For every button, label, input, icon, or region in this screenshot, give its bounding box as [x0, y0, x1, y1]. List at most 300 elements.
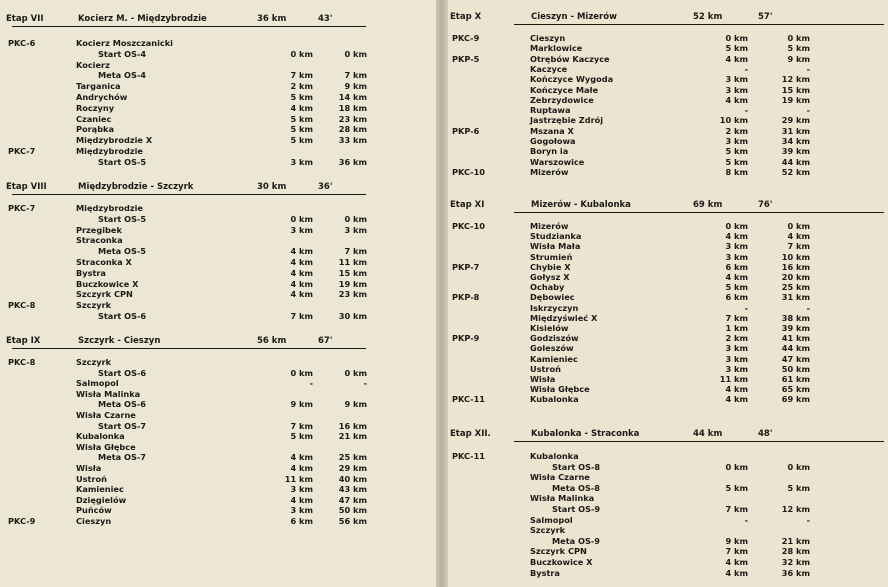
route-row — [0, 246, 436, 257]
stage-distance: 30 km — [257, 182, 287, 192]
place-name: Strumień — [530, 251, 573, 262]
segment-distance: 5 km — [290, 431, 313, 442]
special-stage-note: Start OS-5 — [98, 213, 147, 224]
stage-header — [6, 334, 366, 348]
segment-distance: 5 km — [290, 92, 313, 102]
cumulative-distance: - — [806, 105, 810, 116]
route-row — [0, 157, 436, 168]
cumulative-distance: 16 km — [781, 261, 810, 272]
place-name: Kamieniec — [530, 353, 578, 364]
route-row — [0, 300, 436, 311]
place-name: Kaczyce — [530, 63, 568, 74]
route-row — [0, 289, 436, 300]
route-row — [448, 167, 888, 178]
right-page — [448, 0, 888, 587]
stage-time: 36' — [318, 182, 333, 192]
segment-distance: 3 km — [290, 505, 313, 516]
route-row — [448, 568, 888, 579]
cumulative-distance: 38 km — [781, 312, 810, 323]
segment-distance: 3 km — [725, 241, 748, 252]
stage-route: Cieszyn - Mizerów — [531, 12, 617, 22]
checkpoint-code: PKP-9 — [452, 333, 480, 344]
stage-header-rule — [514, 24, 884, 25]
place-name: Chybie X — [530, 261, 571, 272]
route-row — [0, 49, 436, 60]
route-row — [448, 483, 888, 494]
place-name: Kisielów — [530, 323, 569, 333]
place-name: Mizerów — [530, 166, 569, 177]
stage-header — [450, 427, 884, 441]
place-name: Buczkowice X — [76, 278, 139, 289]
cumulative-distance: 0 km — [344, 367, 367, 378]
cumulative-distance: 19 km — [338, 278, 367, 289]
place-name: Wisła Malinka — [76, 388, 141, 399]
cumulative-distance: 69 km — [781, 394, 810, 405]
cumulative-distance: 33 km — [338, 135, 367, 146]
stage-header-rule — [12, 348, 366, 349]
segment-distance: 5 km — [290, 113, 313, 124]
segment-distance: 3 km — [725, 363, 748, 374]
route-row — [0, 452, 436, 463]
route-row — [0, 203, 436, 214]
segment-distance: 4 km — [725, 394, 748, 405]
cumulative-distance: 39 km — [781, 323, 810, 333]
segment-distance: 4 km — [725, 94, 748, 105]
stage-header — [450, 198, 884, 212]
segment-distance: 3 km — [725, 353, 748, 364]
route-row — [0, 474, 436, 485]
segment-distance: 5 km — [725, 156, 748, 167]
segment-distance: 0 km — [290, 367, 313, 378]
segment-distance: - — [309, 378, 313, 389]
segment-distance: 6 km — [725, 261, 748, 272]
segment-distance: 7 km — [725, 546, 748, 557]
left-page — [0, 0, 436, 587]
place-name: Kończyce Wygoda — [530, 74, 614, 85]
cumulative-distance: 28 km — [338, 124, 367, 135]
cumulative-distance: 21 km — [781, 535, 810, 546]
cumulative-distance: 29 km — [781, 115, 810, 126]
segment-distance: 7 km — [290, 311, 313, 321]
checkpoint-code: PKP-8 — [452, 292, 480, 303]
place-name: Szczyrk — [76, 357, 112, 367]
cumulative-distance: 50 km — [781, 363, 810, 374]
cumulative-distance: 15 km — [781, 84, 810, 95]
route-row — [0, 92, 436, 103]
checkpoint-code: PKC-7 — [8, 203, 36, 213]
segment-distance: 3 km — [290, 224, 313, 235]
checkpoint-code: PKP-5 — [452, 53, 480, 64]
segment-distance: 3 km — [725, 343, 748, 354]
segment-distance: 4 km — [290, 289, 313, 300]
cumulative-distance: 34 km — [781, 136, 810, 146]
place-name: Wisła Malinka — [530, 493, 595, 504]
cumulative-distance: 47 km — [338, 494, 367, 505]
stage-distance: 56 km — [257, 336, 287, 346]
place-name: Wisła Czarne — [530, 472, 590, 483]
cumulative-distance: 14 km — [338, 92, 367, 102]
cumulative-distance: 9 km — [344, 81, 367, 92]
cumulative-distance: 9 km — [344, 399, 367, 410]
cumulative-distance: - — [806, 63, 810, 74]
route-row — [0, 463, 436, 474]
place-name: Kocierz Moszczanicki — [76, 38, 173, 48]
segment-distance: 0 km — [725, 461, 748, 472]
segment-distance: 3 km — [725, 84, 748, 95]
place-name: Kubalonka — [530, 451, 579, 461]
route-row — [448, 451, 888, 462]
stage-header — [6, 12, 366, 26]
cumulative-distance: 21 km — [338, 431, 367, 442]
cumulative-distance: 11 km — [338, 257, 367, 267]
place-name: Cieszyn — [76, 516, 112, 526]
cumulative-distance: 41 km — [781, 333, 810, 344]
place-name: Ustroń — [530, 363, 561, 374]
route-row — [448, 462, 888, 473]
stage-title: Etap XI — [450, 200, 485, 210]
place-name: Boryn ia — [530, 146, 569, 157]
checkpoint-code: PKC-8 — [8, 357, 36, 367]
checkpoint-code: PKC-11 — [452, 394, 485, 405]
segment-distance: 4 km — [725, 557, 748, 567]
cumulative-distance: 7 km — [344, 70, 367, 81]
route-row — [0, 257, 436, 268]
place-name: Godziszów — [530, 333, 579, 344]
route-row — [448, 394, 888, 405]
segment-distance: 7 km — [290, 420, 313, 431]
segment-distance: 3 km — [725, 251, 748, 262]
cumulative-distance: 25 km — [781, 282, 810, 293]
segment-distance: 6 km — [290, 516, 313, 526]
route-row — [0, 114, 436, 125]
place-name: Wisła Czarne — [76, 410, 136, 420]
cumulative-distance: 4 km — [787, 231, 810, 242]
place-name: Wisła — [530, 374, 556, 384]
place-name: Gogołowa — [530, 136, 576, 146]
route-row — [0, 516, 436, 527]
cumulative-distance: 44 km — [781, 343, 810, 354]
place-name: Mizerów — [530, 221, 569, 231]
segment-distance: - — [744, 63, 748, 74]
place-name: Dębowiec — [530, 292, 575, 303]
place-name: Buczkowice X — [530, 557, 593, 567]
checkpoint-code: PKC-6 — [8, 38, 36, 48]
segment-distance: 0 km — [725, 221, 748, 231]
place-name: Marklowice — [530, 43, 583, 54]
segment-distance: 8 km — [725, 166, 748, 177]
place-name: Kocierz — [76, 59, 110, 70]
stage-distance: 52 km — [693, 12, 723, 22]
place-name: Dzięgielów — [76, 494, 127, 505]
segment-distance: 2 km — [725, 333, 748, 344]
segment-distance: 5 km — [725, 146, 748, 157]
segment-distance: 4 km — [290, 278, 313, 289]
stage-header — [6, 180, 366, 194]
segment-distance: 3 km — [725, 74, 748, 85]
cumulative-distance: 0 km — [787, 461, 810, 472]
cumulative-distance: - — [806, 514, 810, 525]
segment-distance: 5 km — [290, 135, 313, 146]
special-stage-note: Meta OS-9 — [552, 535, 600, 546]
cumulative-distance: 15 km — [338, 267, 367, 278]
cumulative-distance: 31 km — [781, 292, 810, 303]
segment-distance: 7 km — [290, 70, 313, 81]
place-name: Szczyrk CPN — [530, 546, 587, 557]
segment-distance: 6 km — [725, 292, 748, 303]
route-row — [0, 214, 436, 225]
segment-distance: 4 km — [290, 257, 313, 267]
segment-distance: 7 km — [725, 312, 748, 323]
stage-header-rule — [514, 441, 884, 442]
segment-distance: 4 km — [290, 452, 313, 463]
place-name: Goleszów — [530, 343, 574, 354]
cumulative-distance: 3 km — [344, 224, 367, 235]
place-name: Warszowice — [530, 156, 585, 167]
cumulative-distance: 44 km — [781, 156, 810, 167]
cumulative-distance: 23 km — [338, 289, 367, 300]
route-row — [448, 557, 888, 568]
cumulative-distance: 36 km — [781, 567, 810, 578]
stage-time: 76' — [758, 200, 773, 210]
cumulative-distance: 47 km — [781, 353, 810, 364]
checkpoint-code: PKC-9 — [8, 516, 36, 526]
route-row — [448, 515, 888, 526]
segment-distance: - — [744, 514, 748, 525]
route-row — [448, 472, 888, 483]
cumulative-distance: 61 km — [781, 374, 810, 384]
place-name: Szczyrk — [530, 525, 566, 536]
segment-distance: 3 km — [290, 484, 313, 495]
place-name: Szczyrk CPN — [76, 289, 133, 300]
place-name: Straconka — [76, 235, 123, 246]
place-name: Mszana X — [530, 125, 574, 136]
route-row — [0, 505, 436, 516]
cumulative-distance: 10 km — [781, 251, 810, 262]
place-name: Bystra — [76, 267, 106, 278]
special-stage-note: Meta OS-7 — [98, 452, 146, 463]
checkpoint-code: PKC-10 — [452, 166, 485, 177]
place-name: Salmopol — [530, 514, 573, 525]
place-name: Gołysz X — [530, 272, 570, 282]
page-gutter — [436, 0, 448, 587]
cumulative-distance: 31 km — [781, 125, 810, 136]
cumulative-distance: 16 km — [338, 420, 367, 431]
checkpoint-code: PKP-6 — [452, 125, 480, 136]
place-name: Targanica — [76, 81, 121, 92]
route-row — [0, 81, 436, 92]
cumulative-distance: 0 km — [787, 33, 810, 43]
stage-title: Etap VII — [6, 14, 44, 24]
segment-distance: 4 km — [290, 267, 313, 278]
checkpoint-code: PKC-11 — [452, 451, 485, 461]
segment-distance: 5 km — [725, 43, 748, 54]
stage-title: Etap VIII — [6, 182, 47, 192]
special-stage-note: Start OS-8 — [552, 461, 601, 472]
segment-distance: 0 km — [725, 33, 748, 43]
place-name: Międzybrodzie — [76, 146, 143, 156]
route-row — [0, 495, 436, 506]
checkpoint-code: PKC-7 — [8, 146, 36, 156]
stage-route: Szczyrk - Cieszyn — [78, 336, 161, 346]
stage-route: Kubalonka - Straconka — [531, 429, 640, 439]
segment-distance: 4 km — [725, 384, 748, 395]
segment-distance: 0 km — [290, 48, 313, 59]
stage-time: 43' — [318, 14, 333, 24]
segment-distance: 0 km — [290, 213, 313, 224]
route-row — [448, 493, 888, 504]
route-row — [0, 135, 436, 146]
stage-distance: 69 km — [693, 200, 723, 210]
place-name: Puńców — [76, 505, 112, 516]
place-name: Salmopol — [76, 378, 119, 389]
place-name: Międzybrodzie X — [76, 135, 153, 146]
place-name: Jastrzębie Zdrój — [530, 115, 604, 126]
cumulative-distance: 43 km — [338, 484, 367, 495]
stage-header-rule — [12, 194, 366, 195]
stage-title: Etap X — [450, 12, 482, 22]
segment-distance: 7 km — [725, 504, 748, 514]
cumulative-distance: 9 km — [787, 53, 810, 64]
route-row — [0, 410, 436, 421]
segment-distance: 3 km — [290, 156, 313, 167]
cumulative-distance: 23 km — [338, 113, 367, 124]
place-name: Wisła Głębce — [76, 441, 136, 452]
route-row — [0, 389, 436, 400]
special-stage-note: Start OS-9 — [552, 504, 601, 514]
segment-distance: 2 km — [290, 81, 313, 92]
segment-distance: 11 km — [719, 374, 748, 384]
route-row — [0, 146, 436, 157]
place-name: Roczyny — [76, 102, 115, 113]
route-row — [0, 484, 436, 495]
place-name: Kubalonka — [530, 394, 579, 405]
route-row — [0, 70, 436, 81]
route-row — [0, 368, 436, 379]
place-name: Iskrzyczyn — [530, 302, 579, 313]
cumulative-distance: 5 km — [787, 482, 810, 493]
cumulative-distance: 12 km — [781, 74, 810, 85]
place-name: Kamieniec — [76, 484, 124, 495]
special-stage-note: Start OS-5 — [98, 156, 147, 167]
cumulative-distance: 0 km — [344, 213, 367, 224]
segment-distance: 5 km — [290, 124, 313, 135]
segment-distance: 4 km — [725, 272, 748, 282]
stage-time: 57' — [758, 12, 773, 22]
segment-distance: 11 km — [284, 473, 313, 484]
segment-distance: 2 km — [725, 125, 748, 136]
stage-route: Kocierz M. - Międzybrodzie — [78, 14, 207, 24]
special-stage-note: Start OS-6 — [98, 367, 147, 378]
route-row — [0, 431, 436, 442]
special-stage-note: Start OS-4 — [98, 48, 147, 59]
place-name: Kończyce Małe — [530, 84, 599, 95]
route-row — [0, 38, 436, 49]
route-row — [0, 421, 436, 432]
place-name: Studzianka — [530, 231, 582, 242]
place-name: Szczyrk — [76, 300, 112, 311]
route-row — [0, 103, 436, 114]
place-name: Wisła — [76, 463, 102, 473]
stage-distance: 36 km — [257, 14, 287, 24]
cumulative-distance: 39 km — [781, 146, 810, 157]
route-row — [0, 225, 436, 236]
cumulative-distance: 30 km — [338, 311, 367, 321]
place-name: Międzyświeć X — [530, 312, 598, 323]
segment-distance: 4 km — [290, 246, 313, 257]
cumulative-distance: 7 km — [787, 241, 810, 252]
stage-distance: 44 km — [693, 429, 723, 439]
cumulative-distance: - — [806, 302, 810, 313]
segment-distance: 4 km — [725, 567, 748, 578]
special-stage-note: Meta OS-5 — [98, 246, 146, 257]
place-name: Ustroń — [76, 473, 107, 484]
stage-header-rule — [514, 212, 884, 213]
stage-time: 67' — [318, 336, 333, 346]
place-name: Ochaby — [530, 282, 565, 293]
cumulative-distance: 20 km — [781, 272, 810, 282]
route-row — [448, 525, 888, 536]
segment-distance: 9 km — [290, 399, 313, 410]
route-row — [0, 399, 436, 410]
cumulative-distance: 0 km — [344, 48, 367, 59]
special-stage-note: Meta OS-4 — [98, 70, 146, 81]
cumulative-distance: 25 km — [338, 452, 367, 463]
checkpoint-code: PKC-8 — [8, 300, 36, 311]
checkpoint-code: PKC-9 — [452, 33, 480, 43]
stage-route: Międzybrodzie - Szczyrk — [78, 182, 194, 192]
route-row — [448, 546, 888, 557]
route-row — [0, 357, 436, 368]
segment-distance: 1 km — [725, 323, 748, 333]
segment-distance: 5 km — [725, 482, 748, 493]
cumulative-distance: 18 km — [338, 102, 367, 113]
route-row — [0, 311, 436, 322]
segment-distance: 9 km — [725, 535, 748, 546]
cumulative-distance: 12 km — [781, 504, 810, 514]
route-row — [0, 235, 436, 246]
cumulative-distance: 0 km — [787, 221, 810, 231]
checkpoint-code: PKP-7 — [452, 261, 480, 272]
cumulative-distance: 7 km — [344, 246, 367, 257]
route-row — [0, 60, 436, 71]
stage-header — [450, 10, 884, 24]
cumulative-distance: 32 km — [781, 557, 810, 567]
special-stage-note: Start OS-7 — [98, 420, 147, 431]
stage-route: Mizerów - Kubalonka — [531, 200, 631, 210]
segment-distance: 4 km — [290, 102, 313, 113]
cumulative-distance: 5 km — [787, 43, 810, 54]
cumulative-distance: 19 km — [781, 94, 810, 105]
route-row — [448, 504, 888, 515]
cumulative-distance: 50 km — [338, 505, 367, 516]
place-name: Międzybrodzie — [76, 203, 143, 213]
special-stage-note: Start OS-6 — [98, 311, 147, 321]
segment-distance: 10 km — [719, 115, 748, 126]
segment-distance: 5 km — [725, 282, 748, 293]
place-name: Otrębów Kaczyce — [530, 53, 610, 64]
segment-distance: 4 km — [725, 53, 748, 64]
place-name: Wisła Mała — [530, 241, 581, 252]
cumulative-distance: 52 km — [781, 166, 810, 177]
route-row — [0, 268, 436, 279]
route-row — [0, 279, 436, 290]
special-stage-note: Meta OS-8 — [552, 482, 600, 493]
cumulative-distance: 29 km — [338, 463, 367, 473]
segment-distance: 4 km — [290, 463, 313, 473]
route-row — [448, 536, 888, 547]
segment-distance: 4 km — [290, 494, 313, 505]
stage-title: Etap XII. — [450, 429, 491, 439]
